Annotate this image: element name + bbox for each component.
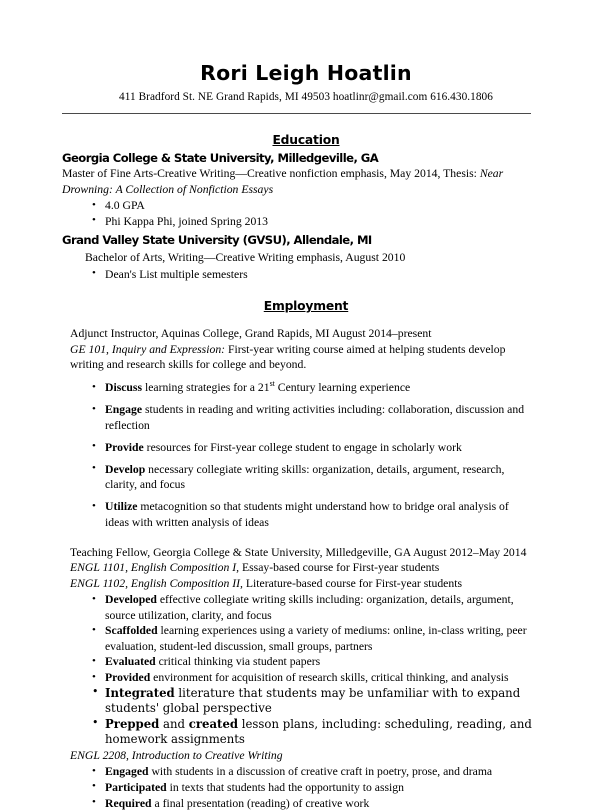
bullet-text: environment for acquisition of research skills, critical thinking, and analysis [150,671,509,685]
employment-heading: Employment [263,299,349,314]
bullet-conjunction: and [159,716,189,731]
bullet-lead: Prepped [105,716,160,731]
position-bullets [0,592,612,748]
course-line [70,342,612,373]
course-line [70,560,612,576]
bullet-text: learning strategies for a 21 [142,381,270,395]
degree-text: Master of Fine Arts-Creative Writing—Creative nonfiction emphasis, May 2014, Thesis: [62,167,480,181]
list-item [92,499,612,530]
course-code: ENGL 1101, English Composition I, [70,561,240,575]
list-item [92,654,612,670]
list-item [92,670,612,686]
section-education [0,133,612,283]
course-description: Literature-based course for First-year students [242,576,463,590]
thesis-title: Near Drowning: A Collection of Nonfiction Essays [62,167,504,196]
list-item [92,764,612,780]
candidate-name: Rori Leigh Hoatlin [200,61,412,85]
bullet-text: learning experiences using a variety of mediums: online, in-class writing, peer evaluation, student-led discussion, small groups, partners [105,624,527,653]
bullet-lead: Utilize [105,500,138,514]
bullet-text: lesson plans, including: scheduling, reading, and homework assignments [105,716,532,747]
bullet-lead: Evaluated [105,655,156,669]
position-heading: Adjunct Instructor, Aquinas College, Grand Rapids, MI August 2014–present [70,327,432,341]
course-description: First-year writing course aimed at helping students develop writing and research skills for college and beyond. [70,342,506,372]
bullet-lead-second: created [188,716,239,731]
list-item [92,440,612,456]
education-organization: Georgia College & State University, Milledgeville, GA [62,150,379,165]
course-code: GE 101, Inquiry and Expression: [70,342,226,356]
education-entry [0,234,612,282]
list-item [92,780,612,796]
bullet-text: with students in a discussion of creative craft in poetry, prose, and drama [148,765,493,779]
bullet-text-tail: Century learning experience [274,381,411,395]
course-line [70,576,612,592]
course-code: ENGL 1102, English Composition II, [70,576,243,590]
bullet-lead: Scaffolded [105,624,158,638]
bullet-lead: Engage [105,403,143,417]
education-organization: Grand Valley State University (GVSU), Allendale, MI [62,233,372,248]
spacer [0,373,612,379]
bullet-lead: Developed [105,593,157,607]
header-divider [62,113,531,114]
course-line [70,748,612,764]
bullet-text: in texts that students had the opportunity to assign [166,780,404,794]
list-item [92,623,612,654]
bullet-lead: Discuss [105,381,143,395]
list-item [92,462,612,493]
employment-position [0,326,612,530]
bullet-text: critical thinking via student papers [155,655,321,669]
list-item [92,380,612,396]
education-degree [62,166,612,197]
ordinal-suffix: st [269,379,275,389]
list-item [92,402,612,433]
bullet-text: metacognition so that students might understand how to bridge oral analysis of ideas with written analysis of ideas [105,500,509,529]
list-item [92,592,612,623]
bullet-text: a final presentation (reading) of creative work [151,796,370,810]
bullet-text: effective collegiate writing skills including: organization, details, argument, source utilization, clarity, and focus [105,593,514,622]
course-description: Essay-based course for First-year students [239,561,440,575]
list-item [92,796,612,811]
bullet-lead: Engaged [105,765,149,779]
resume-header [0,0,612,103]
contact-line: 411 Bradford St. NE Grand Rapids, MI 49503 hoatlinr@gmail.com 616.430.1806 [119,90,493,103]
bullet-text: resources for First-year college student to engage in scholarly work [143,440,462,454]
bullet-lead: Provided [105,671,151,685]
bullet-lead: Required [105,796,152,810]
position-bullets [0,380,612,531]
bullet-text: literature that students may be unfamiliar with to expand students' global perspective [105,685,521,716]
list-item: • Dean's List multiple semesters [92,267,612,283]
section-employment [0,299,612,811]
course-code: ENGL 2208, Introduction to Creative Writing [70,748,283,762]
education-heading: Education [272,132,340,147]
bullet-lead: Participated [105,780,167,794]
list-item [92,686,612,717]
position-bullets-trailing [0,764,612,811]
bullet-text: necessary collegiate writing skills: organization, details, argument, research, clarity, and focus [105,462,505,492]
education-bullets [0,198,612,229]
employment-position [0,545,612,811]
bullet-lead: Develop [105,462,146,476]
bullet-lead: Integrated [105,685,175,700]
position-heading: Teaching Fellow, Georgia College & State University, Milledgeville, GA August 2012–May 2014 [70,545,527,559]
list-item: • 4.0 GPA [92,198,612,214]
bullet-text: students in reading and writing activities including: collaboration, discussion and reflection [105,403,525,432]
bullet-lead: Provide [105,440,144,454]
education-entry [0,152,612,230]
education-degree: Bachelor of Arts, Writing—Creative Writing emphasis, August 2010 [85,251,406,265]
list-item [92,717,612,748]
education-bullets [0,267,612,283]
list-item: • Phi Kappa Phi, joined Spring 2013 [92,214,612,230]
